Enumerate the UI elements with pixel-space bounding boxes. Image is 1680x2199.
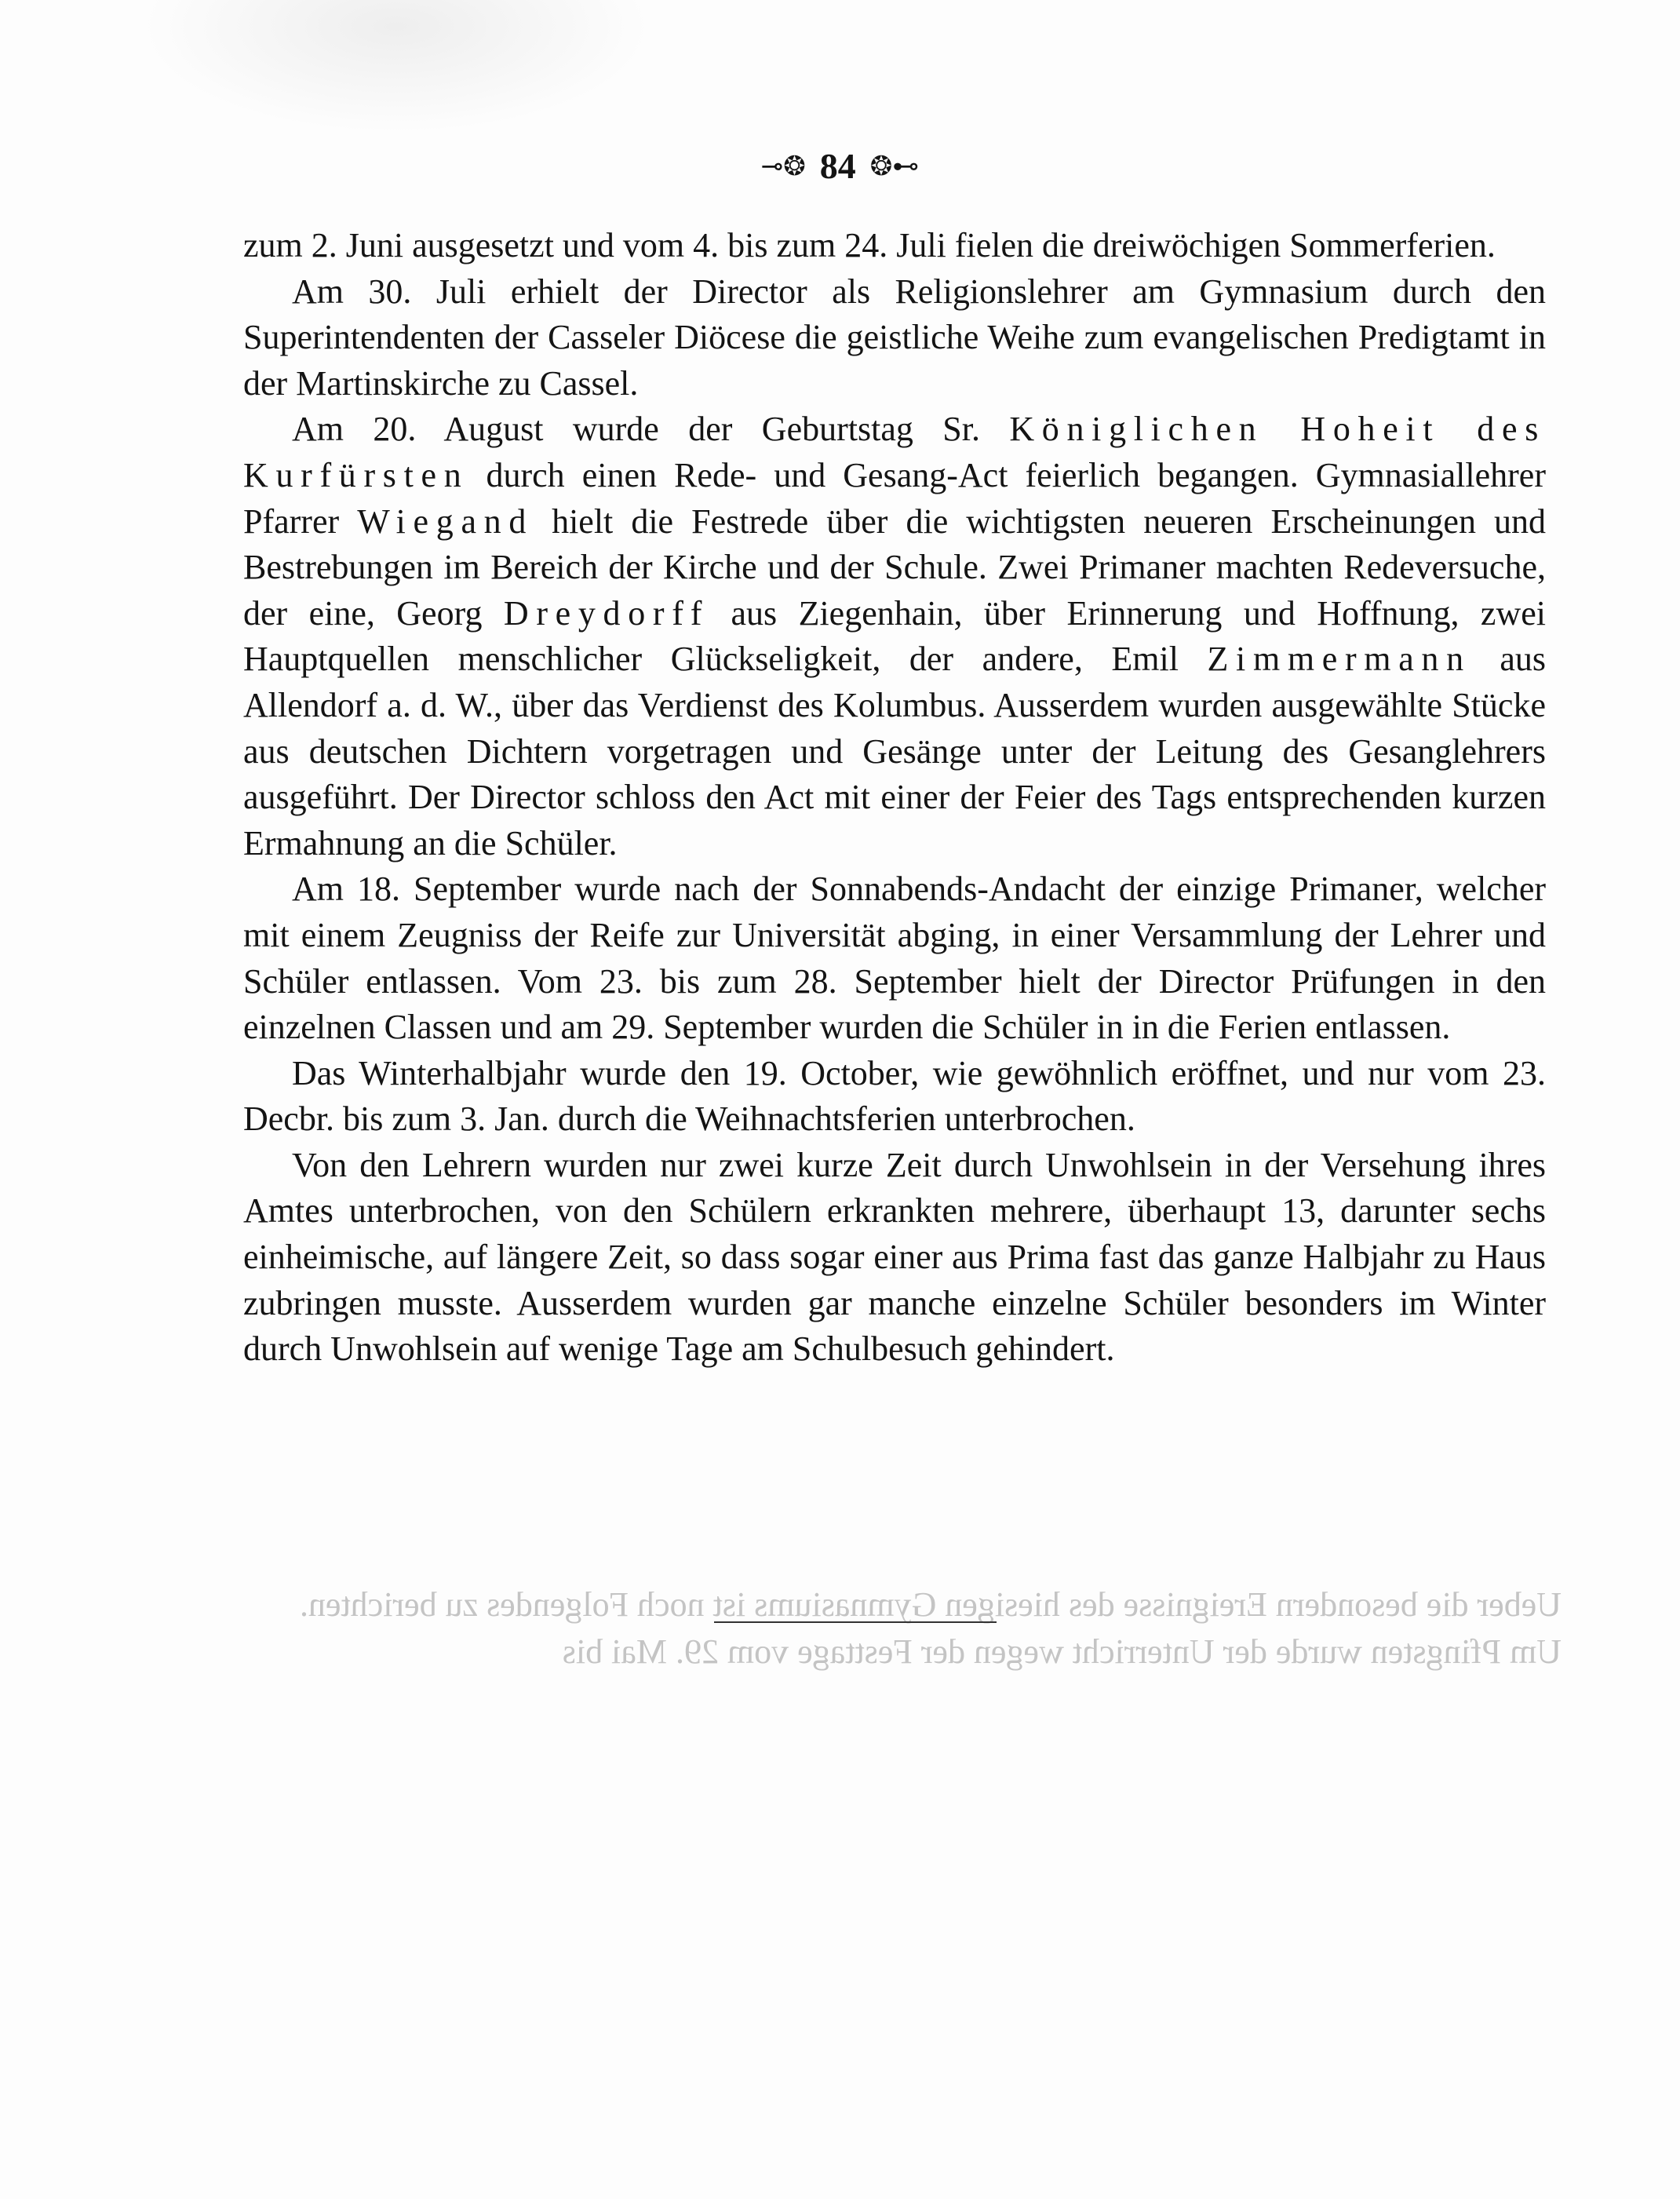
left-ornament-icon: ⊸❂ [760, 152, 806, 181]
text-segment: aus Allendorf a. d. W., über das Verdienst des Kolumbus. Ausserdem wurden ausgewählte Stücke aus deutschen Dichtern vorgetragen und Gesänge unter der Leitung des Gesanglehrers ausgeführt. Der Director schloss den Act mit einer der Feier des Tags entsprechenden kurzen Ermahnung an die Schüler. [243, 640, 1547, 862]
page-number: 84 [819, 146, 856, 186]
text-segment: durch einen Rede- und Gesang-Act feierlich begangen. Gymnasiallehrer Pfarrer [243, 455, 1546, 541]
spaced-name: Dreydorff [503, 593, 710, 633]
paragraph [243, 269, 1546, 407]
text-segment: Am 30. Juli erhielt der Director als Religionslehrer am Gymnasium durch den Superintendenten der Casseler Diöcese die geistliche Weihe zum evangelischen Predigtamt in der Martinskirche zu Cassel. [243, 272, 1546, 403]
spaced-name: Königlichen Hoheit des Kurfürsten [243, 410, 1547, 494]
text-segment: Am 18. September wurde nach der Sonnabends-Andacht der einzige Primaner, welcher mit einem Zeugniss der Reife zur Universität abging, in einer Versammlung der Lehrer und Schüler entlassen. Vom 23. bis zum 28. September hielt der Director Prüfungen in den einzelnen Classen und am 29. September wurden die Schüler in in die Ferien entlassen. [243, 870, 1546, 1047]
paragraph [243, 866, 1546, 1050]
text-segment: aus Ziegenhain, über Erinnerung und Hoffnung, zwei Hauptquellen menschlicher Glückseligkeit, der andere, Emil [243, 593, 1546, 679]
section-rule [714, 1621, 997, 1623]
paragraph [243, 1143, 1546, 1373]
page-header [0, 143, 1680, 191]
bleed-through-line: Ueber die besondern Ereignisse des hiesigen Gymnasiums ist noch Folgendes zu berichten. [299, 1585, 1562, 1624]
text-segment: Am 20. August wurde der Geburtstag Sr. [292, 410, 1010, 449]
paper-stain [141, 0, 651, 133]
right-ornament-icon: ❂⊷ [869, 152, 920, 181]
text-segment: Das Winterhalbjahr wurde den 19. October, wie gewöhnlich eröffnet, und nur vom 23. Decbr. bis zum 3. Jan. durch die Weihnachtsferien unterbrochen. [243, 1053, 1546, 1139]
bleed-through-line: Um Pfingsten wurde der Unterricht wegen der Festtage vom 29. Mai bis [562, 1632, 1562, 1671]
paragraph [243, 1051, 1546, 1143]
text-segment: Von den Lehrern wurden nur zwei kurze Zeit durch Unwohlsein in der Versehung ihres Amtes unterbrochen, von den Schülern erkrankten mehrere, überhaupt 13, darunter sechs einheimische, auf längere Zeit, so dass sogar einer aus Prima fast das ganze Halbjahr zu Haus zubringen musste. Ausserdem wurden gar manche einzelne Schüler besonders im Winter durch Unwohlsein auf wenige Tage am Schulbesuch gehindert. [243, 1145, 1546, 1369]
spaced-name: Zimmermann [1207, 640, 1471, 679]
paragraph [243, 223, 1546, 269]
bleed-through-text [228, 1581, 1562, 1676]
text-segment: zum 2. Juni ausgesetzt und vom 4. bis zum 24. Juli fielen die dreiwöchigen Sommerferien. [243, 226, 1496, 264]
body-text [243, 223, 1546, 1373]
text-segment: hielt die Festrede über die wichtigsten neueren Erscheinungen und Bestrebungen im Bereich der Kirche und der Schule. Zwei Primaner machten Redeversuche, der eine, Georg [243, 501, 1547, 633]
paragraph [243, 407, 1546, 866]
spaced-name: Wiegand [357, 501, 534, 541]
